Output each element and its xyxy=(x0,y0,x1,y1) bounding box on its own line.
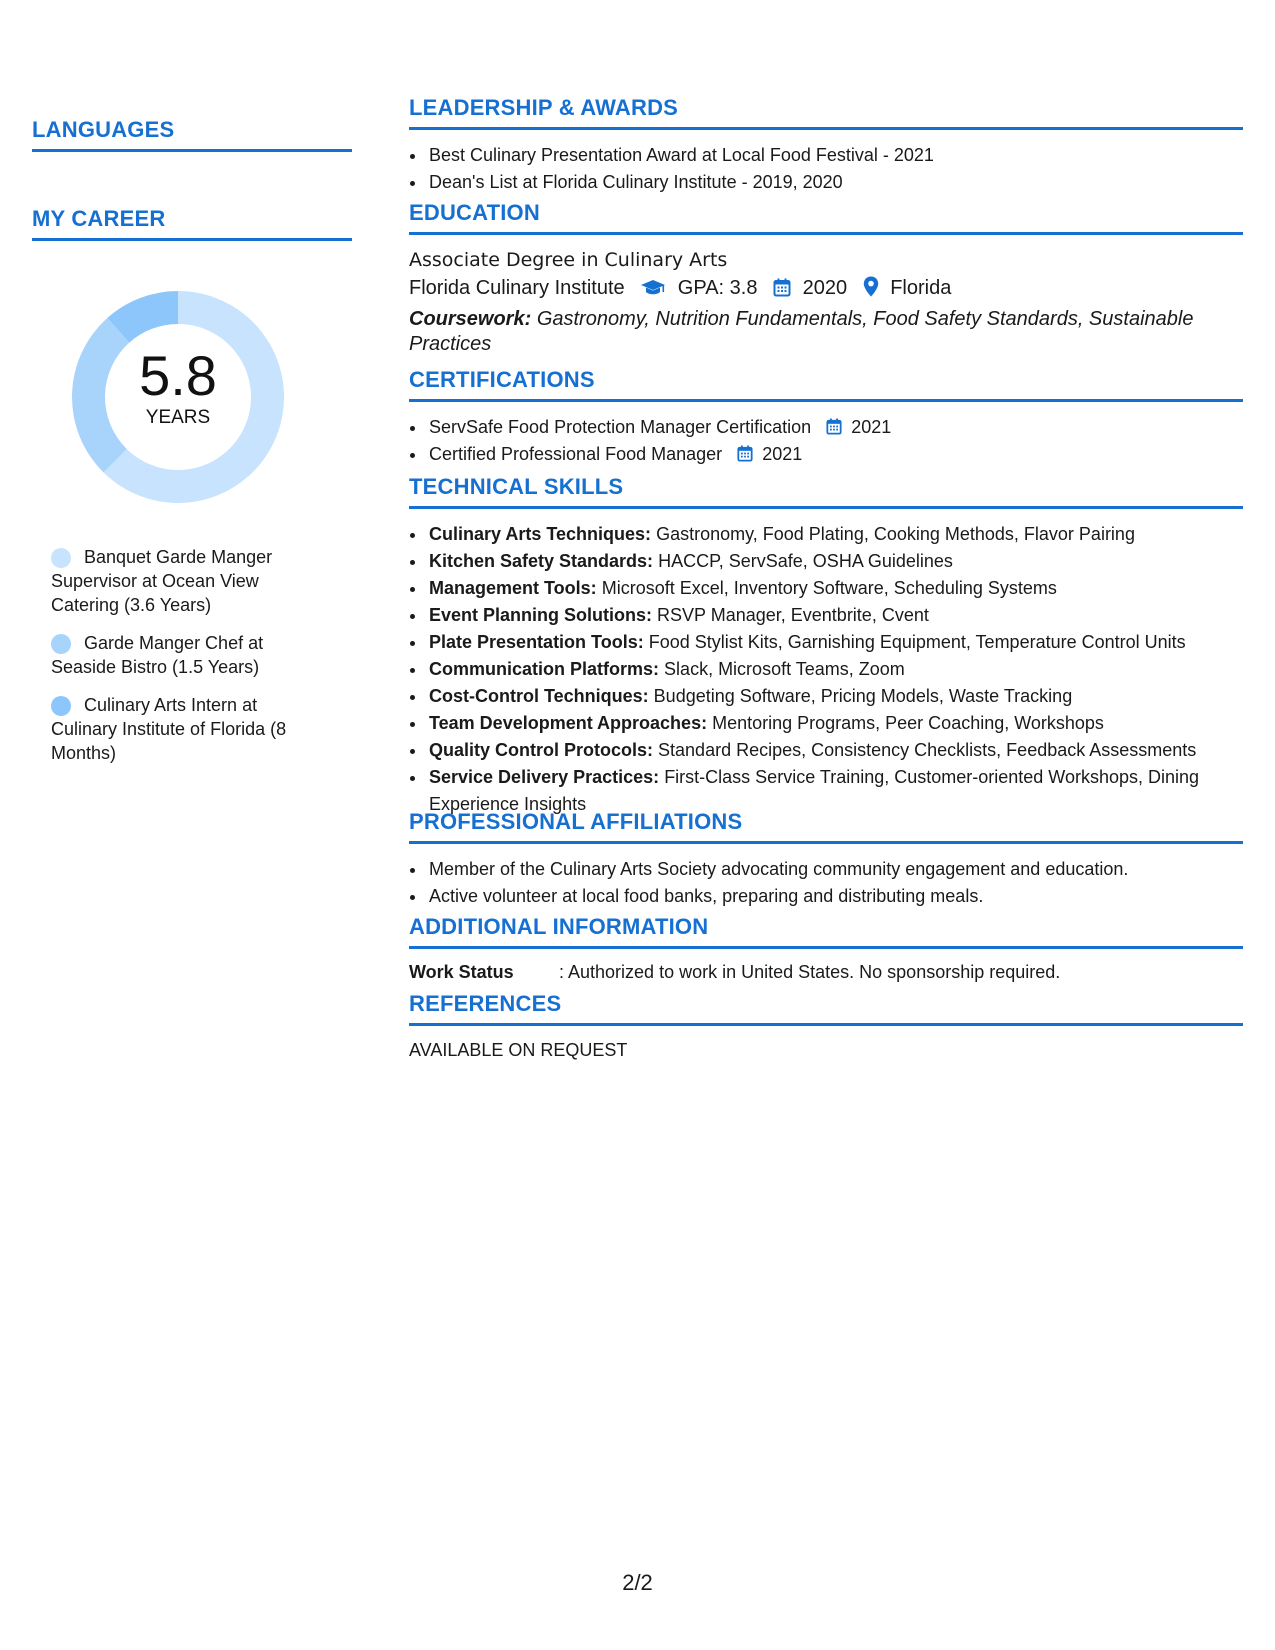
skill-item xyxy=(427,575,1243,602)
certifications-section xyxy=(409,367,1243,468)
map-pin-icon xyxy=(863,276,879,297)
legend-dot xyxy=(51,696,71,716)
education-heading: EDUCATION xyxy=(409,200,1243,235)
legend-item xyxy=(51,545,321,617)
skill-item xyxy=(427,629,1243,656)
skill-value: Slack, Microsoft Teams, Zoom xyxy=(664,659,905,679)
calendar-icon xyxy=(773,278,791,297)
legend-label: Garde Manger Chef at Seaside Bistro (1.5 Years) xyxy=(51,633,264,677)
skill-value: Microsoft Excel, Inventory Software, Scheduling Systems xyxy=(601,578,1057,598)
skill-value: HACCP, ServSafe, OSHA Guidelines xyxy=(658,551,953,571)
legend-item xyxy=(51,693,321,765)
affiliations-list xyxy=(409,856,1243,910)
list-item: • Member of the Culinary Arts Society advocating community engagement and education. xyxy=(427,856,1243,883)
references-text: AVAILABLE ON REQUEST xyxy=(409,1040,628,1060)
certification-item xyxy=(427,414,1243,441)
skill-label: Communication Platforms: xyxy=(429,659,660,679)
calendar-icon xyxy=(737,445,753,462)
skill-value: Budgeting Software, Pricing Models, Waste Tracking xyxy=(653,686,1073,706)
degree-title: Associate Degree in Culinary Arts xyxy=(409,249,728,271)
skill-label: Cost-Control Techniques: xyxy=(429,686,649,706)
leadership-heading: LEADERSHIP & AWARDS xyxy=(409,95,1243,130)
skill-label: Quality Control Protocols: xyxy=(429,740,654,760)
legend-label: Banquet Garde Manger Supervisor at Ocean View Catering (3.6 Years) xyxy=(51,547,273,615)
graduation-year: 2020 xyxy=(802,277,848,299)
list-item: • Best Culinary Presentation Award at Local Food Festival - 2021 xyxy=(427,142,1243,169)
list-item: • Dean's List at Florida Culinary Institute - 2019, 2020 xyxy=(427,169,1243,196)
coursework xyxy=(409,307,1243,357)
education-details xyxy=(409,273,1243,303)
languages-heading: LANGUAGES xyxy=(32,117,352,152)
donut-segment xyxy=(72,318,129,472)
list-item: • Active volunteer at local food banks, preparing and distributing meals. xyxy=(427,883,1243,910)
skill-item xyxy=(427,521,1243,548)
page-number: 2/2 xyxy=(622,1570,653,1595)
skill-label: Culinary Arts Techniques: xyxy=(429,524,652,544)
references-section xyxy=(409,991,1243,1061)
technical-skills-section xyxy=(409,474,1243,818)
calendar-icon xyxy=(826,418,842,435)
certification-item xyxy=(427,441,1243,468)
skill-label: Management Tools: xyxy=(429,578,597,598)
technical-skills-heading: TECHNICAL SKILLS xyxy=(409,474,1243,509)
graduation-cap-icon xyxy=(640,279,666,297)
career-heading: MY CAREER xyxy=(32,206,352,241)
certification-name: ServSafe Food Protection Manager Certification xyxy=(429,417,812,437)
references-heading: REFERENCES xyxy=(409,991,1243,1026)
skill-value: First-Class Service Training, Customer-oriented Workshops, Dining Experience Insights xyxy=(429,767,1200,814)
skill-value: Standard Recipes, Consistency Checklists, Feedback Assessments xyxy=(658,740,1197,760)
career-total-years: 5.8 xyxy=(139,344,217,407)
skill-label: Kitchen Safety Standards: xyxy=(429,551,654,571)
skill-item xyxy=(427,683,1243,710)
skill-value: RSVP Manager, Eventbrite, Cvent xyxy=(657,605,929,625)
skill-item xyxy=(427,710,1243,737)
work-status-row xyxy=(409,960,1243,984)
coursework-label: Coursework: xyxy=(409,308,532,330)
leadership-section xyxy=(409,95,1243,196)
certifications-list xyxy=(409,414,1243,468)
coursework-list: Gastronomy, Nutrition Fundamentals, Food Safety Standards, Sustainable Practices xyxy=(409,308,1194,355)
additional-info-section xyxy=(409,914,1243,984)
career-donut-chart xyxy=(66,285,290,509)
certifications-heading: CERTIFICATIONS xyxy=(409,367,1243,402)
skills-list xyxy=(409,521,1243,818)
gpa: GPA: 3.8 xyxy=(677,277,758,299)
skill-value: Mentoring Programs, Peer Coaching, Workshops xyxy=(712,713,1104,733)
skill-label: Plate Presentation Tools: xyxy=(429,632,644,652)
leadership-list xyxy=(409,142,1243,196)
certification-year: 2021 xyxy=(762,444,803,464)
legend-label: Culinary Arts Intern at Culinary Institute of Florida (8 Months) xyxy=(51,695,287,763)
skill-item xyxy=(427,737,1243,764)
skill-label: Event Planning Solutions: xyxy=(429,605,653,625)
school-location: Florida xyxy=(890,277,952,299)
skill-label: Service Delivery Practices: xyxy=(429,767,660,787)
legend-dot xyxy=(51,548,71,568)
affiliations-heading: PROFESSIONAL AFFILIATIONS xyxy=(409,809,1243,844)
work-status-value: : Authorized to work in United States. No sponsorship required. xyxy=(559,962,1061,982)
additional-info-heading: ADDITIONAL INFORMATION xyxy=(409,914,1243,949)
legend-dot xyxy=(51,634,71,654)
skill-item xyxy=(427,548,1243,575)
legend-item xyxy=(51,631,321,679)
career-years-unit: YEARS xyxy=(145,407,211,428)
affiliations-section xyxy=(409,809,1243,910)
skill-item xyxy=(427,656,1243,683)
certification-year: 2021 xyxy=(851,417,892,437)
work-status-label: Work Status xyxy=(409,962,514,982)
skill-value: Food Stylist Kits, Garnishing Equipment, Temperature Control Units xyxy=(648,632,1186,652)
skill-label: Team Development Approaches: xyxy=(429,713,708,733)
certification-name: Certified Professional Food Manager xyxy=(429,444,723,464)
career-legend xyxy=(51,545,321,779)
skill-value: Gastronomy, Food Plating, Cooking Methods, Flavor Pairing xyxy=(656,524,1135,544)
education-section xyxy=(409,200,1243,357)
school-name: Florida Culinary Institute xyxy=(409,277,625,299)
skill-item xyxy=(427,602,1243,629)
